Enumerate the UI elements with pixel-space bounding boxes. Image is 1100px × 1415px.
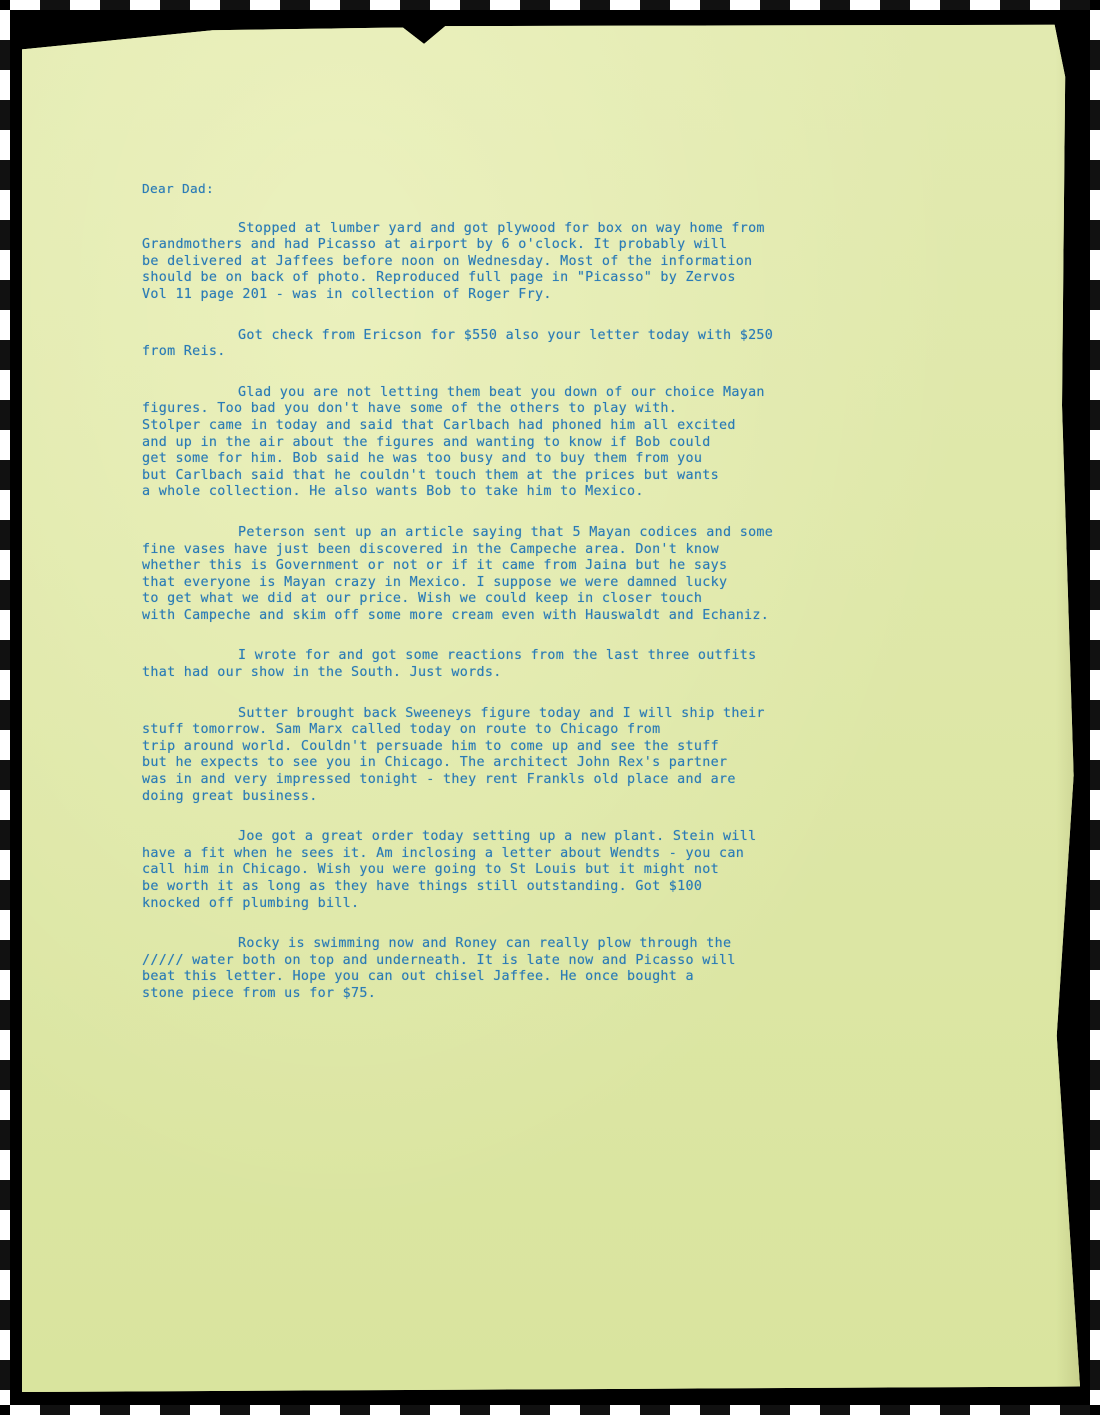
- paragraph-peterson-article: Peterson sent up an article saying that 5 Mayan codices and some fine vases have just been discovered in the Campeche area. Don't know whether this is Government or not or if it came from Jaina but he says that everyone is Mayan crazy in Mexico. I suppose we were damned lucky to get what we did at our price. Wish we could keep in closer touch with Campeche and skim off some more cream even with Hauswaldt and Echaniz.: [142, 524, 774, 623]
- paragraph-show-reactions: I wrote for and got some reactions from the last three outfits that had our show in the South. Just words.: [142, 648, 757, 681]
- scan-ruler-left: [0, 10, 10, 1405]
- paragraph-checks: Got check from Ericson for $550 also your letter today with $250 from Reis.: [142, 327, 774, 360]
- paragraph-joe-order: Joe got a great order today setting up a new plant. Stein will have a fit when he sees it. Am inclosing a letter about Wendts - you can call him in Chicago. Wish you were going to St Louis but it might not be worth it as long as they have things still outstanding. Got $100 knocked off plumbing bill.: [142, 829, 757, 911]
- paragraph-lumber-picasso: Stopped at lumber yard and got plywood for box on way home from Grandmothers and had Picasso at airport by 6 o'clock. It probably will be delivered at Jaffees before noon on Wednesday. Most of the information should be on back of photo. Reproduced full page in "Picasso" by Zervos Vol 11 page 201 - was in collection of Roger Fry.: [142, 220, 765, 302]
- letter-body: [142, 182, 942, 1027]
- paragraph-rocky-roney: Rocky is swimming now and Roney can really plow through the ///// water both on top and underneath. It is late now and Picasso will beat this letter. Hope you can out chisel Jaffee. He once bought a stone piece from us for $75.: [142, 936, 736, 1001]
- paragraph-mayan-figures: Glad you are not letting them beat you down of our choice Mayan figures. Too bad you don't have some of the others to play with. Stolper came in today and said that Carlbach had phoned him all excited and up in the air about the figures and wanting to know if Bob could get some for him. Bob said he was too busy and to buy them from you but Carlbach said that he couldn't touch them at the prices but wants a whole collection. He also wants Bob to take him to Mexico.: [142, 384, 765, 500]
- scan-ruler-right: [1090, 10, 1100, 1405]
- salutation: Dear Dad:: [142, 182, 215, 197]
- paragraph-sutter-marx: Sutter brought back Sweeneys figure today and I will ship their stuff tomorrow. Sam Marx called today on route to Chicago from trip around world. Couldn't persuade him to come up and see the stuff but he expects to see you in Chicago. The architect John Rex's partner was in and very impressed tonight - they rent Frankls old place and are doing great business.: [142, 705, 765, 804]
- scan-ruler-bottom: [10, 1405, 1090, 1415]
- scan-ruler-top: [10, 0, 1090, 10]
- page-edge-shadow: [1056, 22, 1080, 1392]
